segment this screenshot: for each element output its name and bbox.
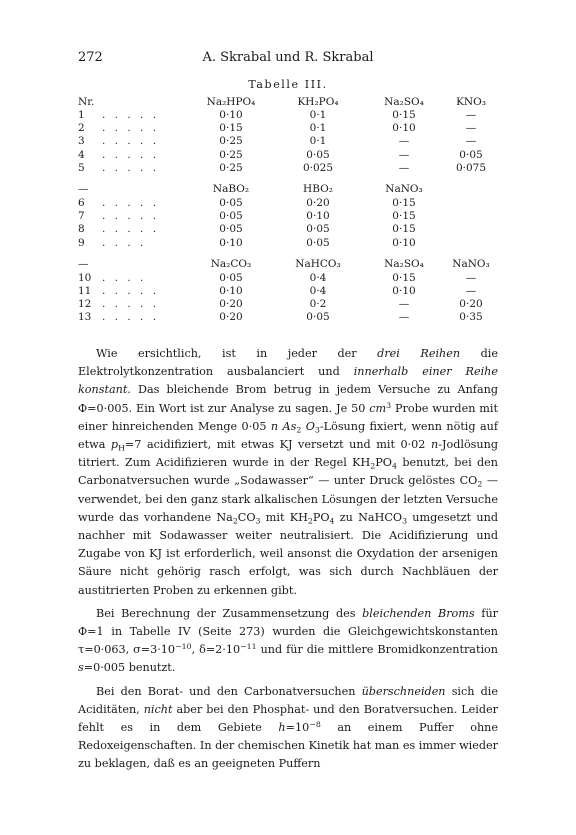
value-cell: 0·2 — [309, 298, 327, 311]
row-number-cell — [78, 311, 190, 324]
leader-dots: . . . . . — [102, 197, 160, 210]
table-header-row — [78, 250, 498, 272]
leader-dots: . . . . . — [102, 298, 160, 311]
table-header-row — [78, 175, 498, 197]
value-cell: 0·1 — [309, 109, 327, 121]
body-text — [78, 345, 498, 774]
paragraph: Wie ersichtlich, ist in jeder der drei Reihen die Elektrolytkonzentration ausbalanciert und innerhalb einer Reihe konstant. Das bleichende Brom betrug in jedem Versuche zu Anfang Φ=0·005. Ein Wort ist zur Analyse zu sagen. Je 50 $cm^3$ Probe wurden mit einer hinreichenden Menge 0·05 n $As_2$ $O_3$-Lösung fixiert, wenn nötig auf etwa $p_H=7$ acidifiziert, mit etwas KJ versetzt und mit 0·02 n-Jodlösung titriert. Zum Acidifizieren wurde in der Regel $KH_2PO_4$ benutzt, bei den Carbonatversuchen wurde „Sodawasser“ — unter Druck gelöstes $CO_2$ — verwendet, bei den ganz stark alkalischen Lösungen der letzten Versuche wurde das vorhandene $Na_2CO_3$ mit $KH_2PO_4$ zu NaHCO$_3$ umgesetzt und nachher mit Sodawasser weiter neutralisiert. Die Acidifizierung und Zugabe von KJ ist erforderlich, weil ansonst die Oxydation der arsenigen Säure nicht gehörig rasch erfolgt, was sich durch Nachbläuen der austitrierten Proben zu erkennen gibt. — [78, 347, 499, 597]
value-cell: 0·15 — [392, 109, 416, 121]
header-nr-cell: — — [78, 183, 89, 196]
value-cell: 0·25 — [219, 135, 243, 148]
table-row — [78, 122, 498, 135]
row-number: 9 — [78, 236, 85, 249]
value-cell: 0·15 — [392, 197, 416, 210]
value-cell: — — [398, 311, 410, 324]
value-cell: — — [398, 135, 410, 148]
table-row — [78, 210, 498, 223]
header-compound-cell: NaNO₃ — [452, 257, 490, 270]
row-number: 11 — [78, 285, 92, 298]
value-cell: — — [398, 161, 410, 174]
value-cell: — — [398, 298, 410, 311]
header-compound-cell: NaNO₃ — [385, 183, 423, 196]
table-row — [78, 197, 498, 210]
table-row — [78, 149, 498, 162]
row-number: 5 — [78, 161, 85, 174]
row-number: 8 — [78, 223, 85, 236]
leader-dots: . . . . . — [102, 285, 160, 298]
page-number: 272 — [78, 50, 103, 65]
header-compound-cell: Na₂SO₄ — [384, 257, 424, 270]
header-compound-cell: KH₂PO₄ — [297, 96, 339, 108]
table-header-row — [78, 95, 498, 109]
header-nr-cell: — — [78, 257, 89, 270]
row-number: 1 — [78, 109, 85, 121]
row-number: 2 — [78, 122, 85, 135]
row-number-cell — [78, 109, 190, 122]
value-cell: 0·05 — [459, 148, 483, 161]
value-cell: 0·15 — [392, 271, 416, 284]
row-number-cell — [78, 272, 190, 285]
value-cell: — — [465, 271, 477, 284]
row-number-cell — [78, 223, 190, 236]
value-cell: 0·15 — [392, 223, 416, 236]
header-compound-cell: KNO₃ — [456, 96, 486, 108]
row-number-cell — [78, 285, 190, 298]
value-cell: 0·10 — [219, 109, 243, 121]
value-cell: 0·025 — [302, 161, 334, 174]
value-cell: 0·05 — [219, 223, 243, 236]
value-cell: 0·15 — [219, 122, 243, 135]
page-header — [78, 50, 498, 66]
header-compound-cell: NaHCO₃ — [295, 257, 341, 270]
value-cell: 0·05 — [306, 223, 330, 236]
value-cell: 0·10 — [219, 285, 243, 298]
table-caption: Tabelle III. — [248, 78, 328, 91]
value-cell: 0·4 — [309, 271, 327, 284]
value-cell: — — [465, 285, 477, 298]
leader-dots: . . . . . — [102, 109, 160, 121]
header-compound-cell: Na₂HPO₄ — [206, 96, 256, 108]
leader-dots: . . . . . — [102, 122, 160, 135]
row-number: 12 — [78, 298, 92, 311]
table-row — [78, 109, 498, 122]
value-cell: 0·05 — [306, 148, 330, 161]
leader-dots: . . . . . — [102, 311, 160, 324]
value-cell: 0·05 — [306, 236, 330, 249]
value-cell — [444, 197, 498, 210]
value-cell: 0·20 — [306, 197, 330, 210]
table-row — [78, 272, 498, 285]
leader-dots: . . . . — [102, 236, 147, 249]
row-number-cell — [78, 237, 190, 250]
header-compound-cell: NaBO₂ — [212, 183, 250, 196]
row-number-cell — [78, 162, 190, 175]
value-cell: 0·25 — [219, 148, 243, 161]
value-cell — [444, 237, 498, 250]
row-number-cell — [78, 149, 190, 162]
header-compound-cell: Na₂SO₄ — [384, 96, 424, 108]
value-cell: 0·05 — [219, 197, 243, 210]
value-cell: 0·05 — [306, 311, 330, 324]
value-cell: 0·10 — [392, 285, 416, 298]
table-row — [78, 285, 498, 298]
table-row — [78, 298, 498, 311]
row-number: 3 — [78, 135, 85, 148]
row-number-cell — [78, 298, 190, 311]
value-cell: 0·075 — [455, 161, 487, 174]
row-number: 10 — [78, 271, 92, 284]
header-nr-cell: Nr. — [78, 96, 95, 108]
leader-dots: . . . . . — [102, 148, 160, 161]
value-cell — [444, 223, 498, 236]
value-cell: 0·10 — [219, 236, 243, 249]
row-number-cell — [78, 197, 190, 210]
value-cell: 0·05 — [219, 271, 243, 284]
leader-dots: . . . . . — [102, 161, 160, 174]
value-cell: — — [398, 148, 410, 161]
paragraph: Bei Berechnung der Zusammensetzung des bleichenden Broms für Φ=1 in Tabelle IV (Seite 273) wurden die Gleichgewichtskonstanten τ=0·063, $\sigma=3\cdot 10^{-10}$, $\delta=2\cdot 10^{-11}$ und für die mittlere Bromidkonzentration s=0·005 benutzt. — [78, 606, 498, 675]
header-compound-cell: HBO₂ — [303, 183, 333, 196]
header-compound-cell: Na₂CO₃ — [210, 257, 252, 270]
value-cell: 0·10 — [306, 210, 330, 223]
header-compound-cell — [444, 175, 498, 197]
value-cell: 0·4 — [309, 285, 327, 298]
leader-dots: . . . . . — [102, 210, 160, 223]
value-cell: 0·20 — [219, 298, 243, 311]
leader-dots: . . . . — [102, 271, 147, 284]
value-cell: 0·10 — [392, 122, 416, 135]
value-cell: 0·1 — [309, 135, 327, 148]
row-number-cell — [78, 135, 190, 148]
value-cell: — — [465, 135, 477, 148]
row-number-cell — [78, 210, 190, 223]
row-number: 13 — [78, 311, 92, 324]
value-cell: 0·20 — [219, 311, 243, 324]
table-row — [78, 237, 498, 250]
row-number-cell — [78, 122, 190, 135]
row-number: 7 — [78, 210, 85, 223]
leader-dots: . . . . . — [102, 223, 160, 236]
value-cell: 0·1 — [309, 122, 327, 135]
value-cell: 0·10 — [392, 236, 416, 249]
row-number: 4 — [78, 148, 85, 161]
value-cell — [444, 210, 498, 223]
value-cell: — — [465, 122, 477, 135]
value-cell: 0·05 — [219, 210, 243, 223]
leader-dots: . . . . . — [102, 135, 160, 148]
table-row — [78, 311, 498, 324]
paragraph: Bei den Borat- und den Carbonatversuchen überschneiden sich die Aciditäten, nicht aber bei den Phosphat- und den Boratversuchen. Leider fehlt es in dem Gebiete $h=10^{-8}$ an einem Puffer ohne Redoxeigenschaften. In der chemischen Kinetik hat man es immer wieder zu beklagen, daß es an geeigneten Puffern — [78, 684, 499, 771]
value-cell: — — [465, 109, 477, 121]
table-row — [78, 135, 498, 148]
value-cell: 0·25 — [219, 161, 243, 174]
row-number: 6 — [78, 197, 85, 210]
table-row — [78, 162, 498, 175]
value-cell: 0·20 — [459, 298, 483, 311]
running-title: A. Skrabal und R. Skrabal — [202, 50, 374, 65]
data-table — [78, 95, 498, 325]
value-cell: 0·15 — [392, 210, 416, 223]
table-row — [78, 223, 498, 236]
value-cell: 0·35 — [459, 311, 483, 324]
